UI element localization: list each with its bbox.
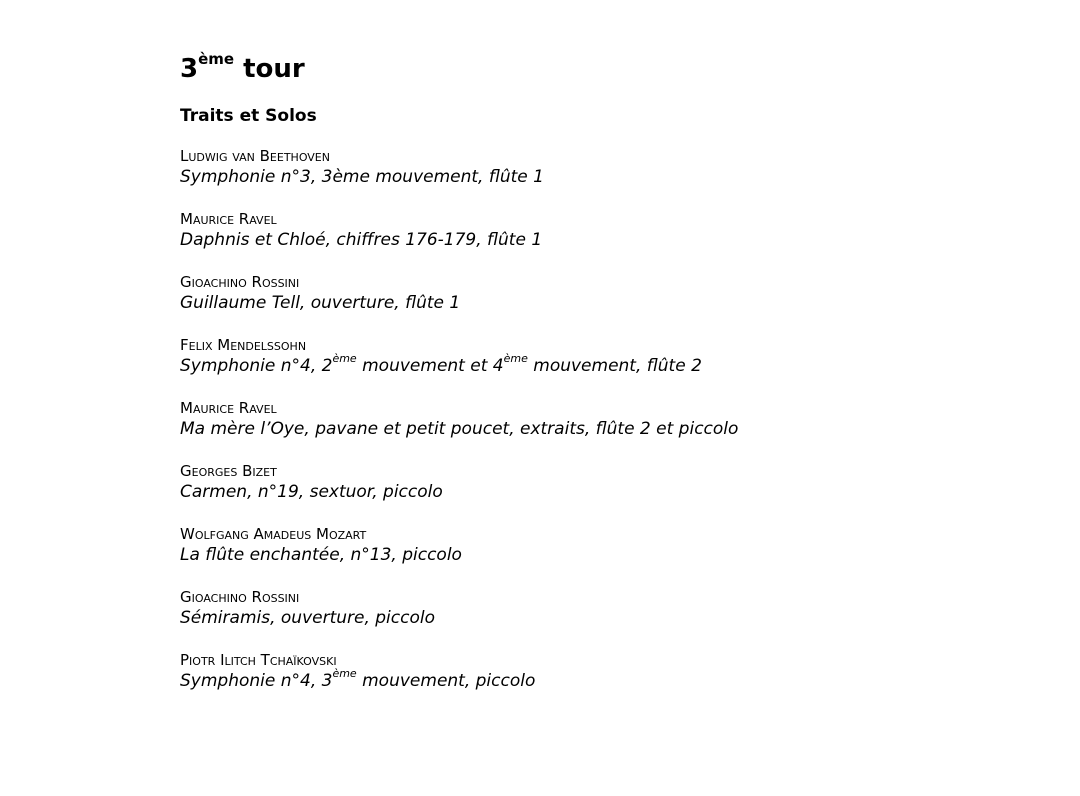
repertoire-entry — [180, 398, 1040, 461]
repertoire-list — [180, 146, 1040, 713]
work-title-text: mouvement, flûte 2 — [527, 356, 702, 376]
work-title-text: Symphonie n°4, 2 — [180, 356, 333, 376]
composer-name: Wolfgang Amadeus Mozart — [180, 525, 367, 543]
composer-name: Gioachino Rossini — [180, 273, 300, 291]
repertoire-entry — [180, 587, 1040, 650]
work-title — [180, 229, 1040, 251]
repertoire-entry — [180, 272, 1040, 335]
document-page — [180, 50, 1040, 713]
work-title-text: Sémiramis, ouverture, piccolo — [180, 608, 435, 628]
composer-name: Gioachino Rossini — [180, 588, 300, 606]
work-title — [180, 166, 1040, 188]
composer-name: Ludwig van Beethoven — [180, 147, 330, 165]
repertoire-entry — [180, 524, 1040, 587]
repertoire-entry — [180, 146, 1040, 209]
work-title — [180, 418, 1040, 440]
repertoire-entry — [180, 650, 1040, 713]
title-number: 3 — [180, 54, 199, 84]
repertoire-entry — [180, 461, 1040, 524]
work-title-text: La flûte enchantée, n°13, piccolo — [180, 545, 462, 565]
repertoire-entry — [180, 209, 1040, 272]
work-title-text: mouvement, piccolo — [356, 671, 536, 691]
work-title-text: Carmen, n°19, sextuor, piccolo — [180, 482, 443, 502]
section-heading: Traits et Solos — [180, 106, 317, 126]
work-title-text: Daphnis et Chloé, chiffres 176-179, flûte 1 — [180, 230, 543, 250]
work-title-text: Symphonie n°4, 3 — [180, 671, 333, 691]
work-title — [180, 292, 1040, 314]
page-title — [180, 50, 1040, 88]
repertoire-entry — [180, 335, 1040, 398]
composer-name: Felix Mendelssohn — [180, 336, 307, 354]
work-title — [180, 481, 1040, 503]
work-title — [180, 352, 1040, 377]
work-title — [180, 667, 1040, 692]
work-title-text: Symphonie n°3, 3ème mouvement, flûte 1 — [180, 167, 544, 187]
work-title-superscript: ème — [332, 352, 357, 366]
composer-name: Piotr Ilitch Tchaïkovski — [180, 651, 337, 669]
work-title — [180, 544, 1040, 566]
title-superscript: ème — [198, 50, 235, 68]
composer-name: Maurice Ravel — [180, 399, 277, 417]
work-title-superscript: ème — [332, 667, 357, 681]
work-title-text: Ma mère l’Oye, pavane et petit poucet, extraits, flûte 2 et piccolo — [180, 419, 739, 439]
work-title — [180, 607, 1040, 629]
title-rest: tour — [234, 54, 305, 84]
composer-name: Maurice Ravel — [180, 210, 277, 228]
work-title-text: mouvement et 4 — [356, 356, 504, 376]
composer-name: Georges Bizet — [180, 462, 277, 480]
work-title-text: Guillaume Tell, ouverture, flûte 1 — [180, 293, 461, 313]
work-title-superscript: ème — [503, 352, 528, 366]
